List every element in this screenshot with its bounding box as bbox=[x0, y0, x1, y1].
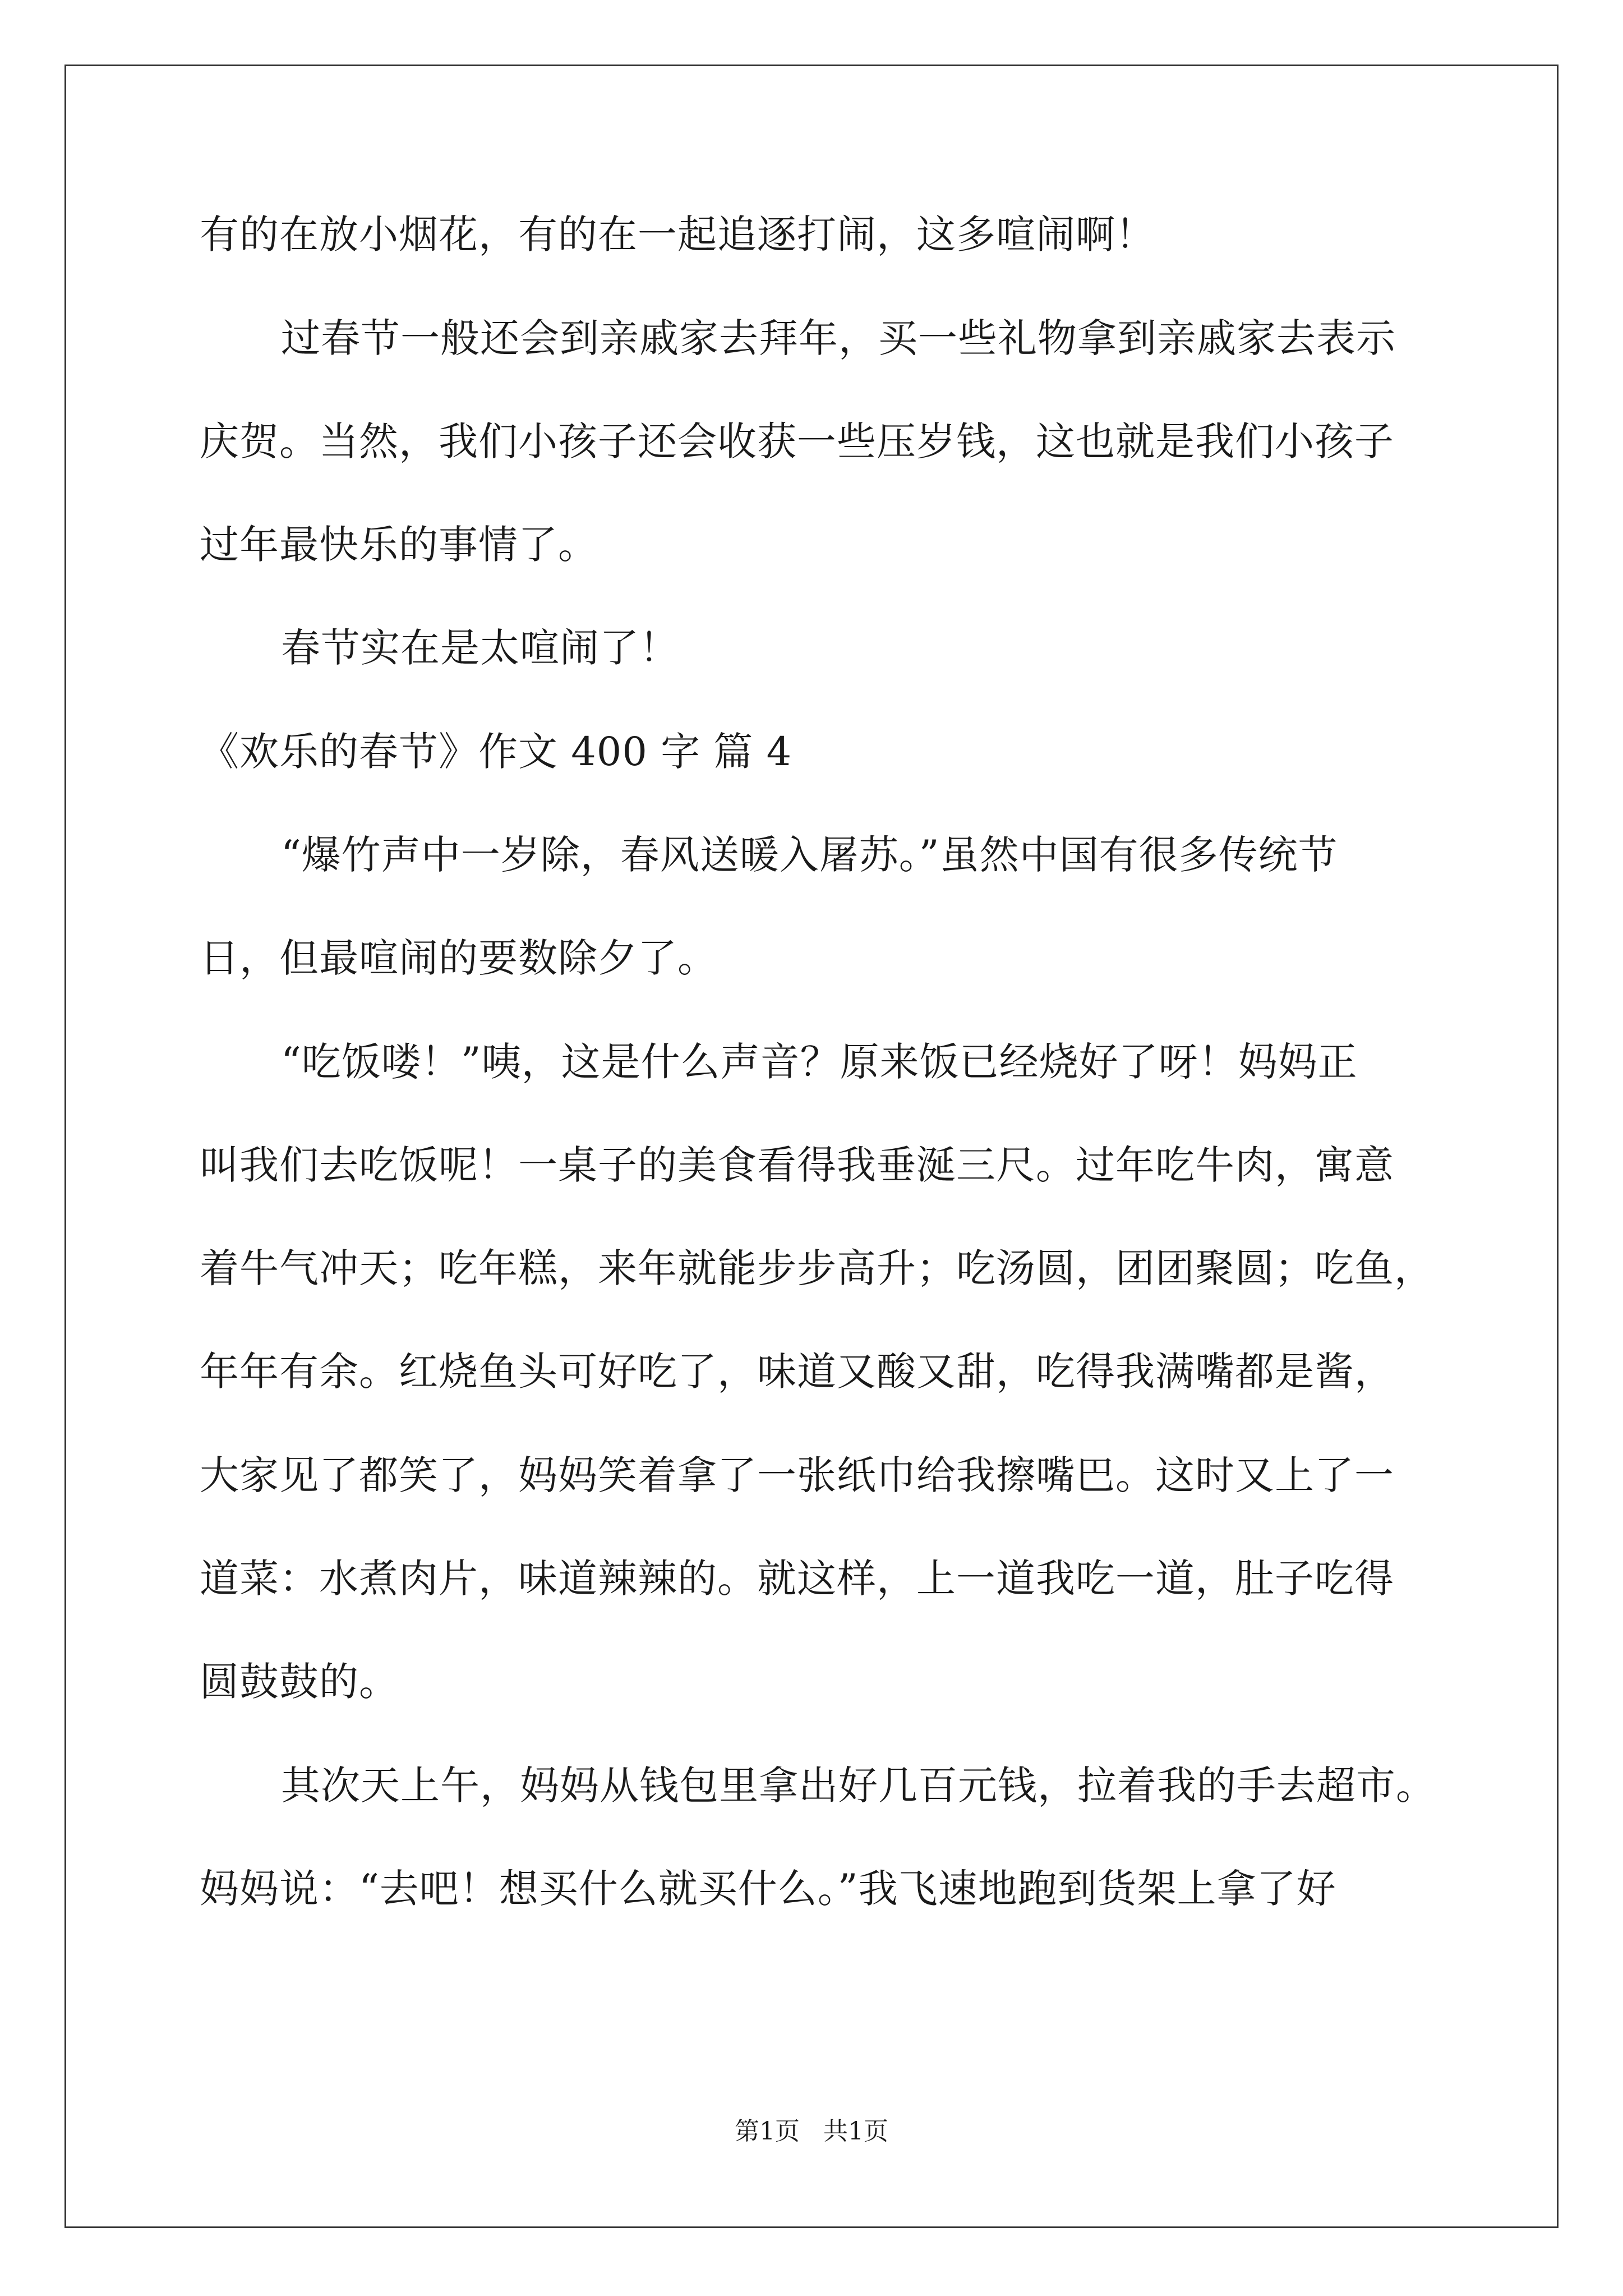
body-line: 妈妈说：“去吧！想买什么就买什么。”我飞速地跑到货架上拿了好 bbox=[200, 1866, 1336, 1912]
paragraph-line: “爆竹声中一岁除，春风送暖入屠苏。”虽然中国有很多传统节 bbox=[281, 832, 1338, 878]
body-line: 日，但最喧闹的要数除夕了。 bbox=[200, 935, 717, 981]
body-line: 庆贺。当然，我们小孩子还会收获一些压岁钱，这也就是我们小孩子 bbox=[200, 418, 1394, 464]
section-heading: 《欢乐的春节》作文 400 字 篇 4 bbox=[200, 729, 792, 775]
paragraph-line: 过春节一般还会到亲戚家去拜年，买一些礼物拿到亲戚家去表示 bbox=[281, 315, 1396, 361]
body-line: 大家见了都笑了，妈妈笑着拿了一张纸巾给我擦嘴巴。这时又上了一 bbox=[200, 1452, 1394, 1498]
paragraph-line: 其次天上午，妈妈从钱包里拿出好几百元钱，拉着我的手去超市。 bbox=[281, 1763, 1436, 1809]
paragraph-line: 春节实在是太喧闹了！ bbox=[281, 625, 679, 671]
body-line: 圆鼓鼓的。 bbox=[200, 1659, 399, 1705]
page-footer: 第1页 共1页 bbox=[735, 2117, 888, 2146]
body-line: 年年有余。红烧鱼头可好吃了，味道又酸又甜，吃得我满嘴都是酱， bbox=[200, 1349, 1394, 1395]
body-line: 有的在放小烟花，有的在一起追逐打闹，这多喧闹啊！ bbox=[200, 211, 1155, 257]
paragraph-line: “吃饭喽！”咦，这是什么声音？原来饭已经烧好了呀！妈妈正 bbox=[281, 1039, 1358, 1085]
body-line: 道菜：水煮肉片，味道辣辣的。就这样，上一道我吃一道，肚子吃得 bbox=[200, 1556, 1394, 1602]
body-line: 着牛气冲天；吃年糕，来年就能步步高升；吃汤圆，团团聚圆；吃鱼， bbox=[200, 1245, 1434, 1291]
body-line: 叫我们去吃饭呢！一桌子的美食看得我垂涎三尺。过年吃牛肉，寓意 bbox=[200, 1142, 1394, 1188]
body-line: 过年最快乐的事情了。 bbox=[200, 522, 598, 568]
